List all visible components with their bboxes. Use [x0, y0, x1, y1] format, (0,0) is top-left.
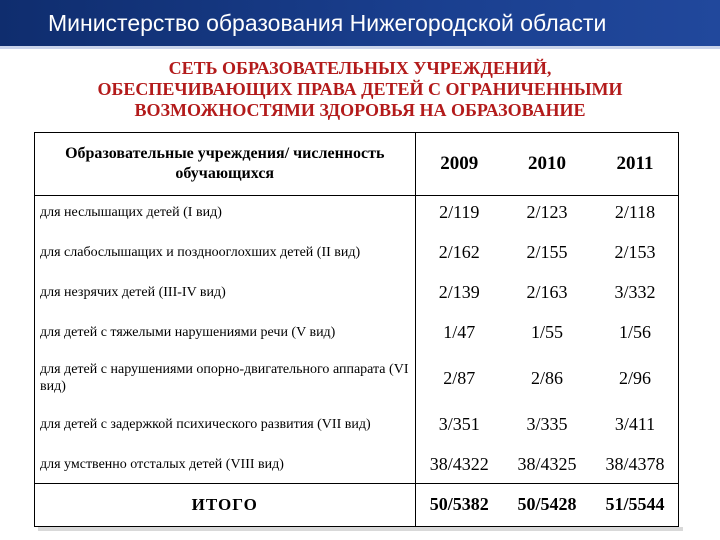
row-value: 1/47 [443, 321, 476, 342]
row-value: 3/351 [438, 413, 480, 434]
header-bar [0, 0, 720, 46]
row-value: 2/118 [614, 201, 656, 222]
table-row [35, 355, 679, 401]
header-title: Министерство образования Нижегородской области [48, 10, 607, 36]
row-value: 38/4322 [429, 454, 489, 475]
total-value: 50/5382 [415, 483, 503, 526]
table-row [35, 401, 679, 447]
row-value: 2/139 [438, 281, 480, 302]
total-label: ИТОГО [35, 483, 415, 526]
table-header-row [35, 133, 679, 195]
row-label: для детей с задержкой психического развития (VII вид) [35, 401, 415, 447]
slide-title-line-3: ВОЗМОЖНОСТЯМИ ЗДОРОВЬЯ НА ОБРАЗОВАНИЕ [134, 100, 586, 120]
institutions-table-grid [35, 133, 679, 526]
row-value: 2/162 [438, 241, 480, 262]
row-value: 2/153 [614, 241, 656, 262]
row-value: 38/4378 [605, 454, 665, 475]
total-value: 51/5544 [591, 483, 679, 526]
row-value: 3/335 [526, 413, 568, 434]
slide-title-line-1: СЕТЬ ОБРАЗОВАТЕЛЬНЫХ УЧРЕЖДЕНИЙ, [168, 58, 552, 78]
header-divider [0, 46, 720, 49]
row-label: для детей с нарушениями опорно-двигательного аппарата (VI вид) [35, 355, 415, 401]
institutions-table [34, 132, 679, 527]
table-row [35, 229, 679, 275]
row-value: 1/56 [618, 321, 651, 342]
row-value: 2/155 [526, 241, 568, 262]
row-value: 2/86 [530, 367, 563, 388]
row-value: 2/163 [526, 281, 568, 302]
row-label: для детей с тяжелыми нарушениями речи (V вид) [35, 309, 415, 355]
column-header-name: Образовательные учреждения/ численность обучающихся [35, 133, 415, 195]
slide-title [20, 58, 700, 121]
row-value: 3/332 [614, 281, 656, 302]
row-value: 38/4325 [517, 454, 577, 475]
table-row [35, 275, 679, 309]
row-value: 3/411 [614, 413, 656, 434]
row-label: для слабослышащих и позднооглохших детей (II вид) [35, 229, 415, 275]
row-value: 1/55 [530, 321, 563, 342]
table-shadow [38, 527, 683, 531]
row-value: 2/123 [526, 201, 568, 222]
row-label: для умственно отсталых детей (VIII вид) [35, 447, 415, 483]
table-row [35, 309, 679, 355]
table-row [35, 195, 679, 229]
row-value: 2/96 [618, 367, 651, 388]
column-header-year: 2011 [591, 133, 679, 195]
column-header-year: 2010 [503, 133, 591, 195]
row-label: для неслышащих детей (I вид) [35, 195, 415, 229]
total-value: 50/5428 [503, 483, 591, 526]
row-value: 2/87 [443, 367, 476, 388]
table-row [35, 447, 679, 483]
row-label: для незрячих детей (III-IV вид) [35, 275, 415, 309]
slide-title-line-2: ОБЕСПЕЧИВАЮЩИХ ПРАВА ДЕТЕЙ С ОГРАНИЧЕННЫМИ [97, 79, 623, 99]
row-value: 2/119 [439, 201, 480, 222]
table-total-row [35, 483, 679, 526]
column-header-year: 2009 [415, 133, 503, 195]
